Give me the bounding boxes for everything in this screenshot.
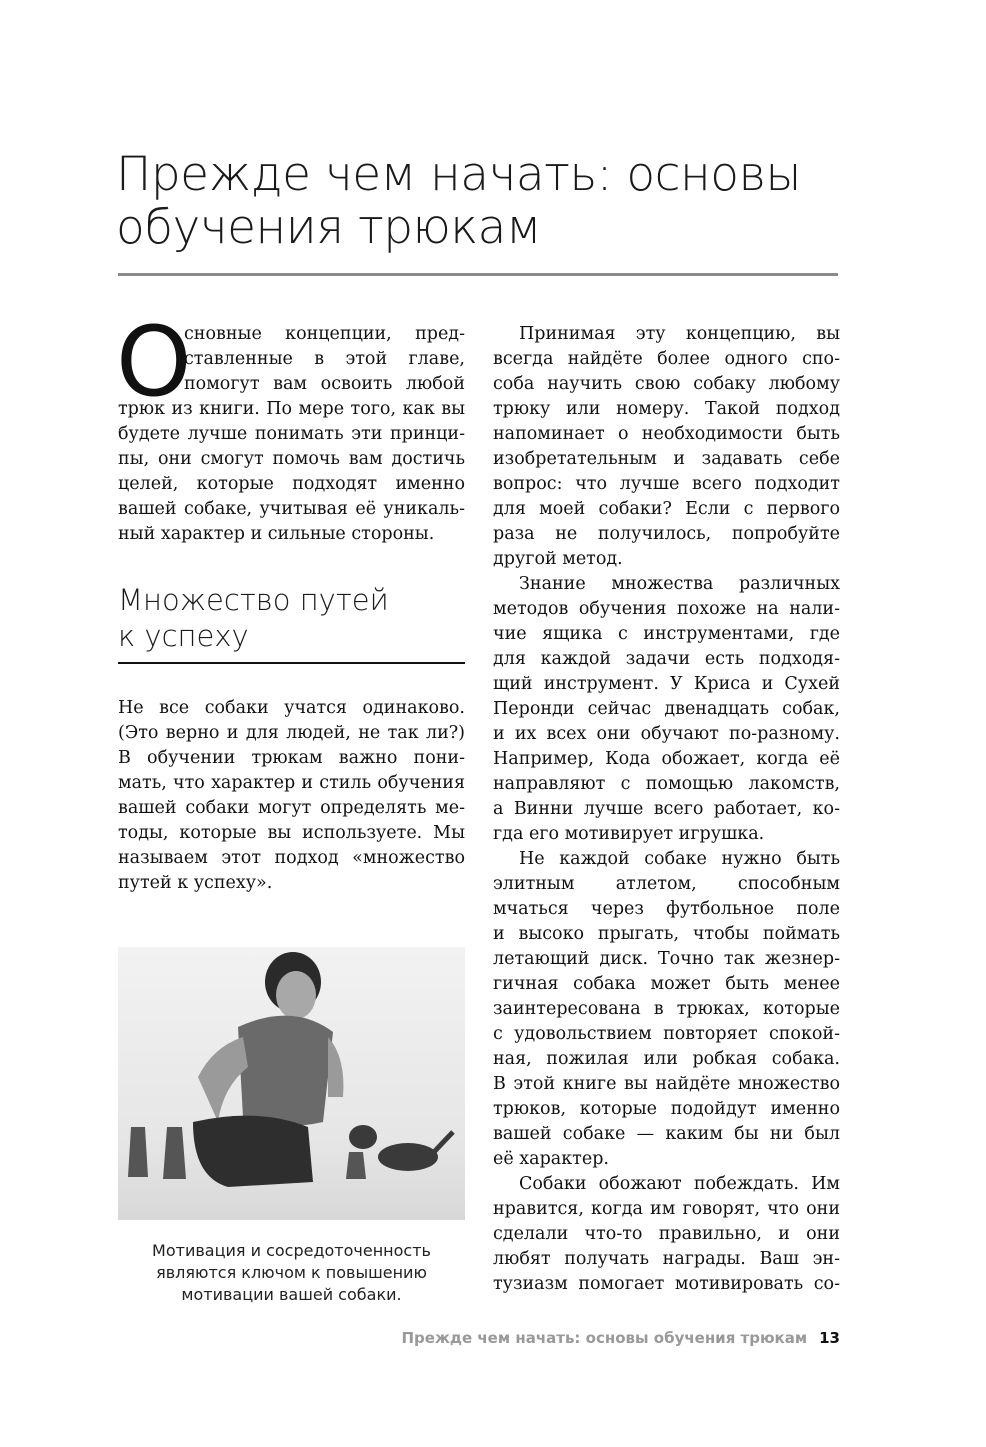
text-line: трюку или номеру. Такой подход <box>493 399 840 419</box>
text-line: Принимая эту концепцию, вы <box>519 324 840 344</box>
text-line: Не все собаки учатся одинаково. <box>118 698 465 718</box>
title-rule <box>118 273 838 276</box>
text-line: ная, пожилая или робкая собака. <box>493 1049 840 1069</box>
text-line: Знание множества различных <box>519 574 840 594</box>
text-line: гичная собака может быть менее <box>493 974 840 994</box>
text-line: другой метод. <box>493 549 623 569</box>
text-line: вашей собаке — каким бы ни был <box>493 1124 840 1144</box>
text-line: напоминает о необходимости быть <box>493 424 840 444</box>
paragraph <box>493 572 840 847</box>
text-line: сделали что-то правильно, и они <box>493 1224 840 1244</box>
caption-line: Мотивация и сосредоточенность <box>152 1241 431 1260</box>
text-line: трюк из книги. По мере того, как вы <box>118 399 465 419</box>
right-column <box>493 322 840 1297</box>
text-line: направляют с помощью лакомств, <box>493 774 840 794</box>
text-line: и их всех они обучают по-разному. <box>493 724 840 744</box>
text-line: В этой книге вы найдёте множество <box>493 1074 840 1094</box>
text-line: вашей собаке, учитывая её уникаль- <box>118 499 465 519</box>
text-line: ставленные в этой главе, <box>184 349 465 369</box>
intro-paragraph <box>116 306 465 547</box>
text-line: заинтересована в трюках, которые <box>493 999 840 1019</box>
title-line: обучения трюкам <box>116 200 541 255</box>
text-line: чие ящика с инструментами, где <box>493 624 840 644</box>
caption-line: мотивации вашей собаки. <box>181 1285 402 1304</box>
text-line: и высоко прыгать, чтобы поймать <box>493 924 840 944</box>
text-line: будете лучше понимать эти принци- <box>118 424 465 444</box>
text-line: гда его мотивирует игрушка. <box>493 824 765 844</box>
paragraph <box>493 322 840 572</box>
text-line: Например, Кода обожает, когда её <box>493 749 840 769</box>
text-line: В обучении трюкам важно пони- <box>118 748 465 768</box>
text-line: нравится, когда им говорят, что они <box>493 1199 840 1219</box>
text-line: Собаки обожают побеждать. Им <box>519 1174 840 1194</box>
text-line: изобретательным и задавать себе <box>493 449 840 469</box>
text-line: называем этот подход «множество <box>118 848 465 868</box>
text-line: щий инструмент. У Криса и Сухей <box>493 674 840 694</box>
text-line: соба научить свою собаку любому <box>493 374 840 394</box>
paragraph <box>493 1172 840 1297</box>
text-line: сновные концепции, пред- <box>184 324 465 344</box>
text-line: тузиазм помогает мотивировать со- <box>493 1274 840 1294</box>
text-line: для каждой задачи есть подходя- <box>493 649 840 669</box>
page-footer <box>401 1329 840 1347</box>
text-line: раза не получилось, попробуйте <box>493 524 840 544</box>
text-line: трюков, которые подойдут именно <box>493 1099 840 1119</box>
text-line: летающий диск. Точно так жезнер- <box>493 949 840 969</box>
text-line: целей, которые подходят именно <box>118 474 465 494</box>
text-line: её характер. <box>493 1149 609 1169</box>
text-line: ный характер и сильные стороны. <box>118 524 435 544</box>
section-heading <box>118 582 389 654</box>
text-line: с удовольствием повторяет спокой- <box>493 1024 840 1044</box>
text-line: всегда найдёте более одного спо- <box>493 349 840 369</box>
paragraph <box>493 847 840 1172</box>
text-line: тоды, которые вы используете. Мы <box>118 823 465 843</box>
text-line: Не каждой собаке нужно быть <box>519 849 840 869</box>
page-number: 13 <box>819 1329 840 1347</box>
text-line: любят получать награды. Ваш эн- <box>493 1249 840 1269</box>
section-paragraph <box>118 696 465 896</box>
photo-trainer-with-dog <box>118 947 465 1220</box>
text-line: для моей собаки? Если с первого <box>493 499 840 519</box>
text-line: вопрос: что лучше всего подходит <box>493 474 840 494</box>
title-line: Прежде чем начать: основы <box>116 147 801 202</box>
caption-line: являются ключом к повышению <box>156 1263 427 1282</box>
text-line: элитным атлетом, способным <box>493 874 840 894</box>
chapter-title <box>116 148 801 254</box>
text-line: путей к успеху». <box>118 873 273 893</box>
heading-line: к успеху <box>118 619 249 653</box>
text-line: мать, что характер и стиль обучения <box>118 773 465 793</box>
text-line: вашей собаки могут определять ме- <box>118 798 465 818</box>
text-line: Перонди сейчас двенадцать собак, <box>493 699 840 719</box>
text-line: помогут вам освоить любой <box>184 374 465 394</box>
photo-caption <box>118 1240 465 1306</box>
section-rule <box>118 662 465 664</box>
heading-line: Множество путей <box>118 583 389 617</box>
text-line: мчаться через футбольное поле <box>493 899 840 919</box>
text-line: а Винни лучше всего работает, ко- <box>493 799 840 819</box>
photo-illustration <box>118 947 465 1220</box>
text-line: (Это верно и для людей, не так ли?) <box>118 723 465 743</box>
text-line: пы, они смогут помочь вам достичь <box>118 449 465 469</box>
drop-cap: О <box>116 306 192 418</box>
text-line: методов обучения похоже на нали- <box>493 599 840 619</box>
running-title: Прежде чем начать: основы обучения трюкам <box>401 1329 808 1347</box>
